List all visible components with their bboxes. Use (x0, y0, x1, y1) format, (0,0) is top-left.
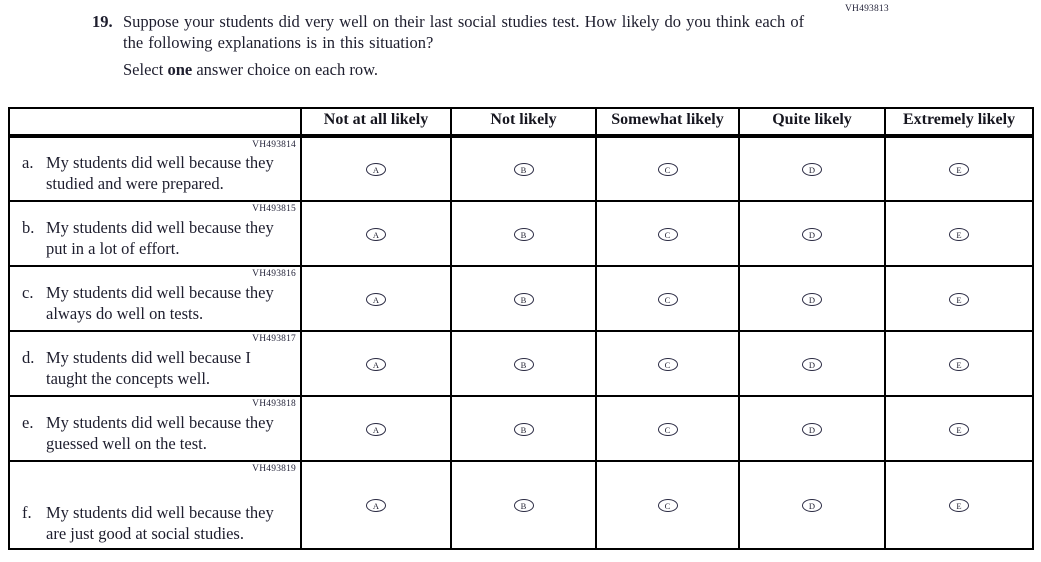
option-cell (451, 396, 596, 461)
question-block (92, 11, 815, 53)
option-bubble-e[interactable]: E (949, 358, 969, 371)
row-marker: f. (22, 503, 32, 522)
row-text: My students did well because I taught the concepts well. (46, 348, 251, 388)
option-cell (739, 396, 885, 461)
option-bubble-d[interactable]: D (802, 228, 822, 241)
option-cell (885, 136, 1033, 201)
option-cell (451, 461, 596, 549)
option-bubble-d[interactable]: D (802, 163, 822, 176)
row-marker: a. (22, 153, 34, 172)
option-bubble-a[interactable]: A (366, 228, 386, 241)
option-bubble-c[interactable]: C (658, 423, 678, 436)
question-number: 19. (92, 12, 113, 31)
row-marker: e. (22, 413, 34, 432)
row-stem (9, 331, 301, 396)
option-bubble-b[interactable]: B (514, 163, 534, 176)
option-cell (596, 266, 739, 331)
option-cell (451, 331, 596, 396)
option-cell (739, 331, 885, 396)
question-text: Suppose your students did very well on their last social studies test. How likely do you think each of the following explanations is in this situation? (123, 12, 805, 52)
column-header-quite-likely: Quite likely (739, 108, 885, 134)
row-code: VH493817 (252, 334, 296, 344)
option-cell (301, 331, 451, 396)
row-code: VH493815 (252, 204, 296, 214)
table-row-d (9, 331, 1033, 396)
option-bubble-b[interactable]: B (514, 228, 534, 241)
instruction-text (123, 59, 378, 80)
option-bubble-c[interactable]: C (658, 358, 678, 371)
option-bubble-d[interactable]: D (802, 358, 822, 371)
row-code: VH493816 (252, 269, 296, 279)
option-bubble-a[interactable]: A (366, 423, 386, 436)
row-stem (9, 136, 301, 201)
option-bubble-b[interactable]: B (514, 423, 534, 436)
option-bubble-e[interactable]: E (949, 499, 969, 512)
column-header-somewhat-likely: Somewhat likely (596, 108, 739, 134)
option-bubble-a[interactable]: A (366, 499, 386, 512)
option-cell (596, 461, 739, 549)
option-cell (739, 201, 885, 266)
option-cell (596, 201, 739, 266)
option-cell (301, 461, 451, 549)
option-bubble-e[interactable]: E (949, 228, 969, 241)
row-code: VH493814 (252, 139, 296, 150)
table-row-b (9, 201, 1033, 266)
option-bubble-a[interactable]: A (366, 293, 386, 306)
option-bubble-a[interactable]: A (366, 163, 386, 176)
option-cell (596, 136, 739, 201)
column-header-not-at-all-likely: Not at all likely (301, 108, 451, 134)
option-bubble-b[interactable]: B (514, 358, 534, 371)
option-bubble-d[interactable]: D (802, 423, 822, 436)
option-cell (596, 331, 739, 396)
row-code: VH493818 (252, 399, 296, 409)
stem-header (9, 108, 301, 134)
option-bubble-d[interactable]: D (802, 499, 822, 512)
option-bubble-c[interactable]: C (658, 163, 678, 176)
option-bubble-c[interactable]: C (658, 228, 678, 241)
row-stem (9, 461, 301, 549)
row-text: My students did well because they put in a lot of effort. (46, 218, 274, 258)
table-row-a (9, 136, 1033, 201)
answer-table (8, 107, 1034, 550)
table-row-c (9, 266, 1033, 331)
column-header-not-likely: Not likely (451, 108, 596, 134)
option-cell (885, 201, 1033, 266)
instruction-prefix: Select (123, 60, 168, 79)
option-bubble-c[interactable]: C (658, 499, 678, 512)
row-stem (9, 266, 301, 331)
row-stem (9, 201, 301, 266)
option-bubble-a[interactable]: A (366, 358, 386, 371)
option-cell (451, 266, 596, 331)
option-cell (301, 136, 451, 201)
table-row-e (9, 396, 1033, 461)
column-header-extremely-likely: Extremely likely (885, 108, 1033, 134)
option-cell (301, 201, 451, 266)
header-row (9, 108, 1033, 134)
option-cell (301, 266, 451, 331)
option-cell (739, 136, 885, 201)
option-cell (739, 266, 885, 331)
option-cell (885, 266, 1033, 331)
option-bubble-c[interactable]: C (658, 293, 678, 306)
option-bubble-b[interactable]: B (514, 293, 534, 306)
option-bubble-d[interactable]: D (802, 293, 822, 306)
row-marker: d. (22, 348, 35, 367)
option-bubble-b[interactable]: B (514, 499, 534, 512)
row-text: My students did well because they are just good at social studies. (46, 503, 274, 543)
row-marker: b. (22, 218, 35, 237)
accession-code: VH493813 (845, 4, 889, 14)
row-code: VH493819 (252, 464, 296, 474)
option-cell (739, 461, 885, 549)
option-bubble-e[interactable]: E (949, 293, 969, 306)
option-cell (451, 136, 596, 201)
option-cell (885, 461, 1033, 549)
option-bubble-e[interactable]: E (949, 423, 969, 436)
option-cell (596, 396, 739, 461)
row-marker: c. (22, 283, 34, 302)
row-text: My students did well because they studied and were prepared. (46, 153, 274, 193)
option-cell (451, 201, 596, 266)
row-text: My students did well because they guessed well on the test. (46, 413, 274, 453)
option-cell (885, 396, 1033, 461)
option-cell (301, 396, 451, 461)
row-text: My students did well because they always do well on tests. (46, 283, 274, 323)
option-bubble-e[interactable]: E (949, 163, 969, 176)
table-row-f (9, 461, 1033, 549)
instruction-bold-word: one (167, 60, 193, 79)
instruction-suffix: answer choice on each row. (192, 60, 379, 79)
row-stem (9, 396, 301, 461)
option-cell (885, 331, 1033, 396)
